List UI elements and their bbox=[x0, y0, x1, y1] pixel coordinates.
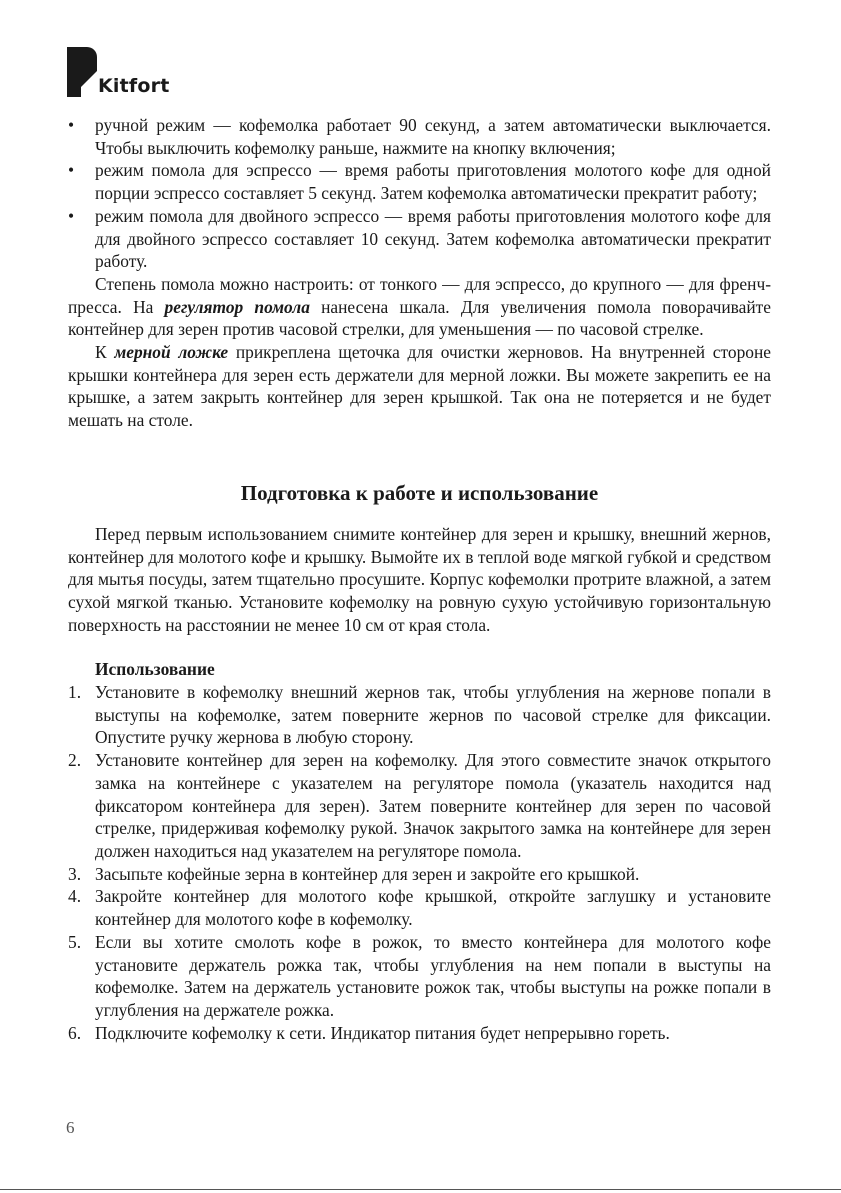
brand-name: Kitfort bbox=[98, 75, 170, 97]
usage-heading: Использование bbox=[95, 659, 215, 680]
measuring-spoon-term: мерной ложке bbox=[114, 342, 229, 363]
list-item-manual-mode: • ручной режим — кофемолка работает 90 секунд, а затем автоматически выключается. Чтобы выключить кофемолку раньше, нажмите на кнопку включения; bbox=[68, 114, 771, 159]
usage-step bbox=[68, 885, 771, 930]
usage-step bbox=[68, 931, 771, 1022]
list-item-double-espresso-mode: • режим помола для двойного эспрессо — время работы приготовления молотого кофе для для двойного эспрессо составляет 10 секунд. Затем кофемолка автоматически прекратит работу. bbox=[68, 205, 771, 273]
grind-text-after: нанесена шкала. Для увеличения помола поворачивайте контейнер для зерен против часовой стрелки, для уменьшения — по часовой стрелке. bbox=[68, 296, 771, 340]
step-number: 6. bbox=[68, 1022, 82, 1043]
step-number: 4. bbox=[68, 886, 82, 907]
step-text: Установите контейнер для зерен на кофемолку. Для этого совместите значок открытого замка на контейнере с указателем на регуляторе помола (указатель находится над фиксатором контейнера для зерен). Затем поверните контейнер для зерен по часовой стрелке, придерживая кофемолку рукой. Значок закрытого замка на контейнере для зерен должен находиться над указателем на регуляторе помола. bbox=[95, 750, 771, 861]
spoon-text-before: К bbox=[95, 342, 115, 363]
kitfort-logo-icon bbox=[67, 47, 97, 97]
usage-step bbox=[68, 749, 771, 863]
list-item-espresso-mode: • режим помола для эспрессо — время работы приготовления молотого кофе для одной порции эспрессо составляет 5 секунд. Затем кофемолка автоматически прекратит работу; bbox=[68, 159, 771, 204]
preparation-paragraph: Перед первым использованием снимите контейнер для зерен и крышку, внешний жернов, контейнер для молотого кофе и крышку. Вымойте их в теплой воде мягкой губкой и средством для мытья посуды, затем тщательно просушите. Корпус кофемолки протрите влажной, а затем сухой мягкой тканью. Установите кофемолку на ровную сухую устойчивую горизонтальную поверхность на расстоянии не менее 10 см от края стола. bbox=[68, 523, 771, 635]
step-text: Подключите кофемолку к сети. Индикатор питания будет непрерывно гореть. bbox=[95, 1022, 670, 1043]
step-text: Засыпьте кофейные зерна в контейнер для зерен и закройте его крышкой. bbox=[95, 863, 640, 884]
step-text: Закройте контейнер для молотого кофе крышкой, откройте заглушку и установите контейнер для молотого кофе в кофемолку. bbox=[95, 886, 771, 930]
usage-steps-list bbox=[68, 681, 771, 1044]
usage-step bbox=[68, 863, 771, 886]
spoon-text-after: прикреплена щеточка для очистки жерновов. На внутренней стороне крышки контейнера для зерен есть держатели для мерной ложки. Вы можете закрепить ее на крышке, а затем закрыть контейнер для зерен крышкой. Так она не потеряется и не будет мешать на столе. bbox=[68, 342, 771, 431]
grind-mode-list bbox=[68, 114, 771, 273]
section-title: Подготовка к работе и использование bbox=[240, 480, 599, 505]
step-number: 2. bbox=[68, 750, 82, 771]
step-number: 3. bbox=[68, 863, 82, 884]
step-number: 1. bbox=[68, 682, 82, 703]
measuring-spoon-paragraph bbox=[68, 341, 771, 432]
page-content bbox=[68, 114, 771, 1044]
step-number: 5. bbox=[68, 931, 82, 952]
grind-text-before: Степень помола можно настроить: от тонкого — для эспрессо, до крупного — для френч-пресса. На bbox=[68, 273, 771, 317]
page-number: 6 bbox=[66, 1118, 75, 1137]
usage-step bbox=[68, 1022, 771, 1045]
page-bottom-rule bbox=[0, 1189, 841, 1190]
grind-regulator-term: регулятор помола bbox=[164, 296, 310, 317]
usage-step bbox=[68, 681, 771, 749]
step-text: Установите в кофемолку внешний жернов так, чтобы углубления на жернове попали в выступы на кофемолке, затем поверните жернов по часовой стрелке для фиксации. Опустите ручку жернова в любую сторону. bbox=[95, 682, 771, 748]
step-text: Если вы хотите смолоть кофе в рожок, то вместо контейнера для молотого кофе установите держатель рожка так, чтобы углубления на нем попали в выступы на кофемолке. Затем на держатель установите рожок так, чтобы выступы на рожке попали в углубления на держателе рожка. bbox=[95, 931, 771, 1020]
grind-adjust-paragraph bbox=[68, 273, 771, 341]
